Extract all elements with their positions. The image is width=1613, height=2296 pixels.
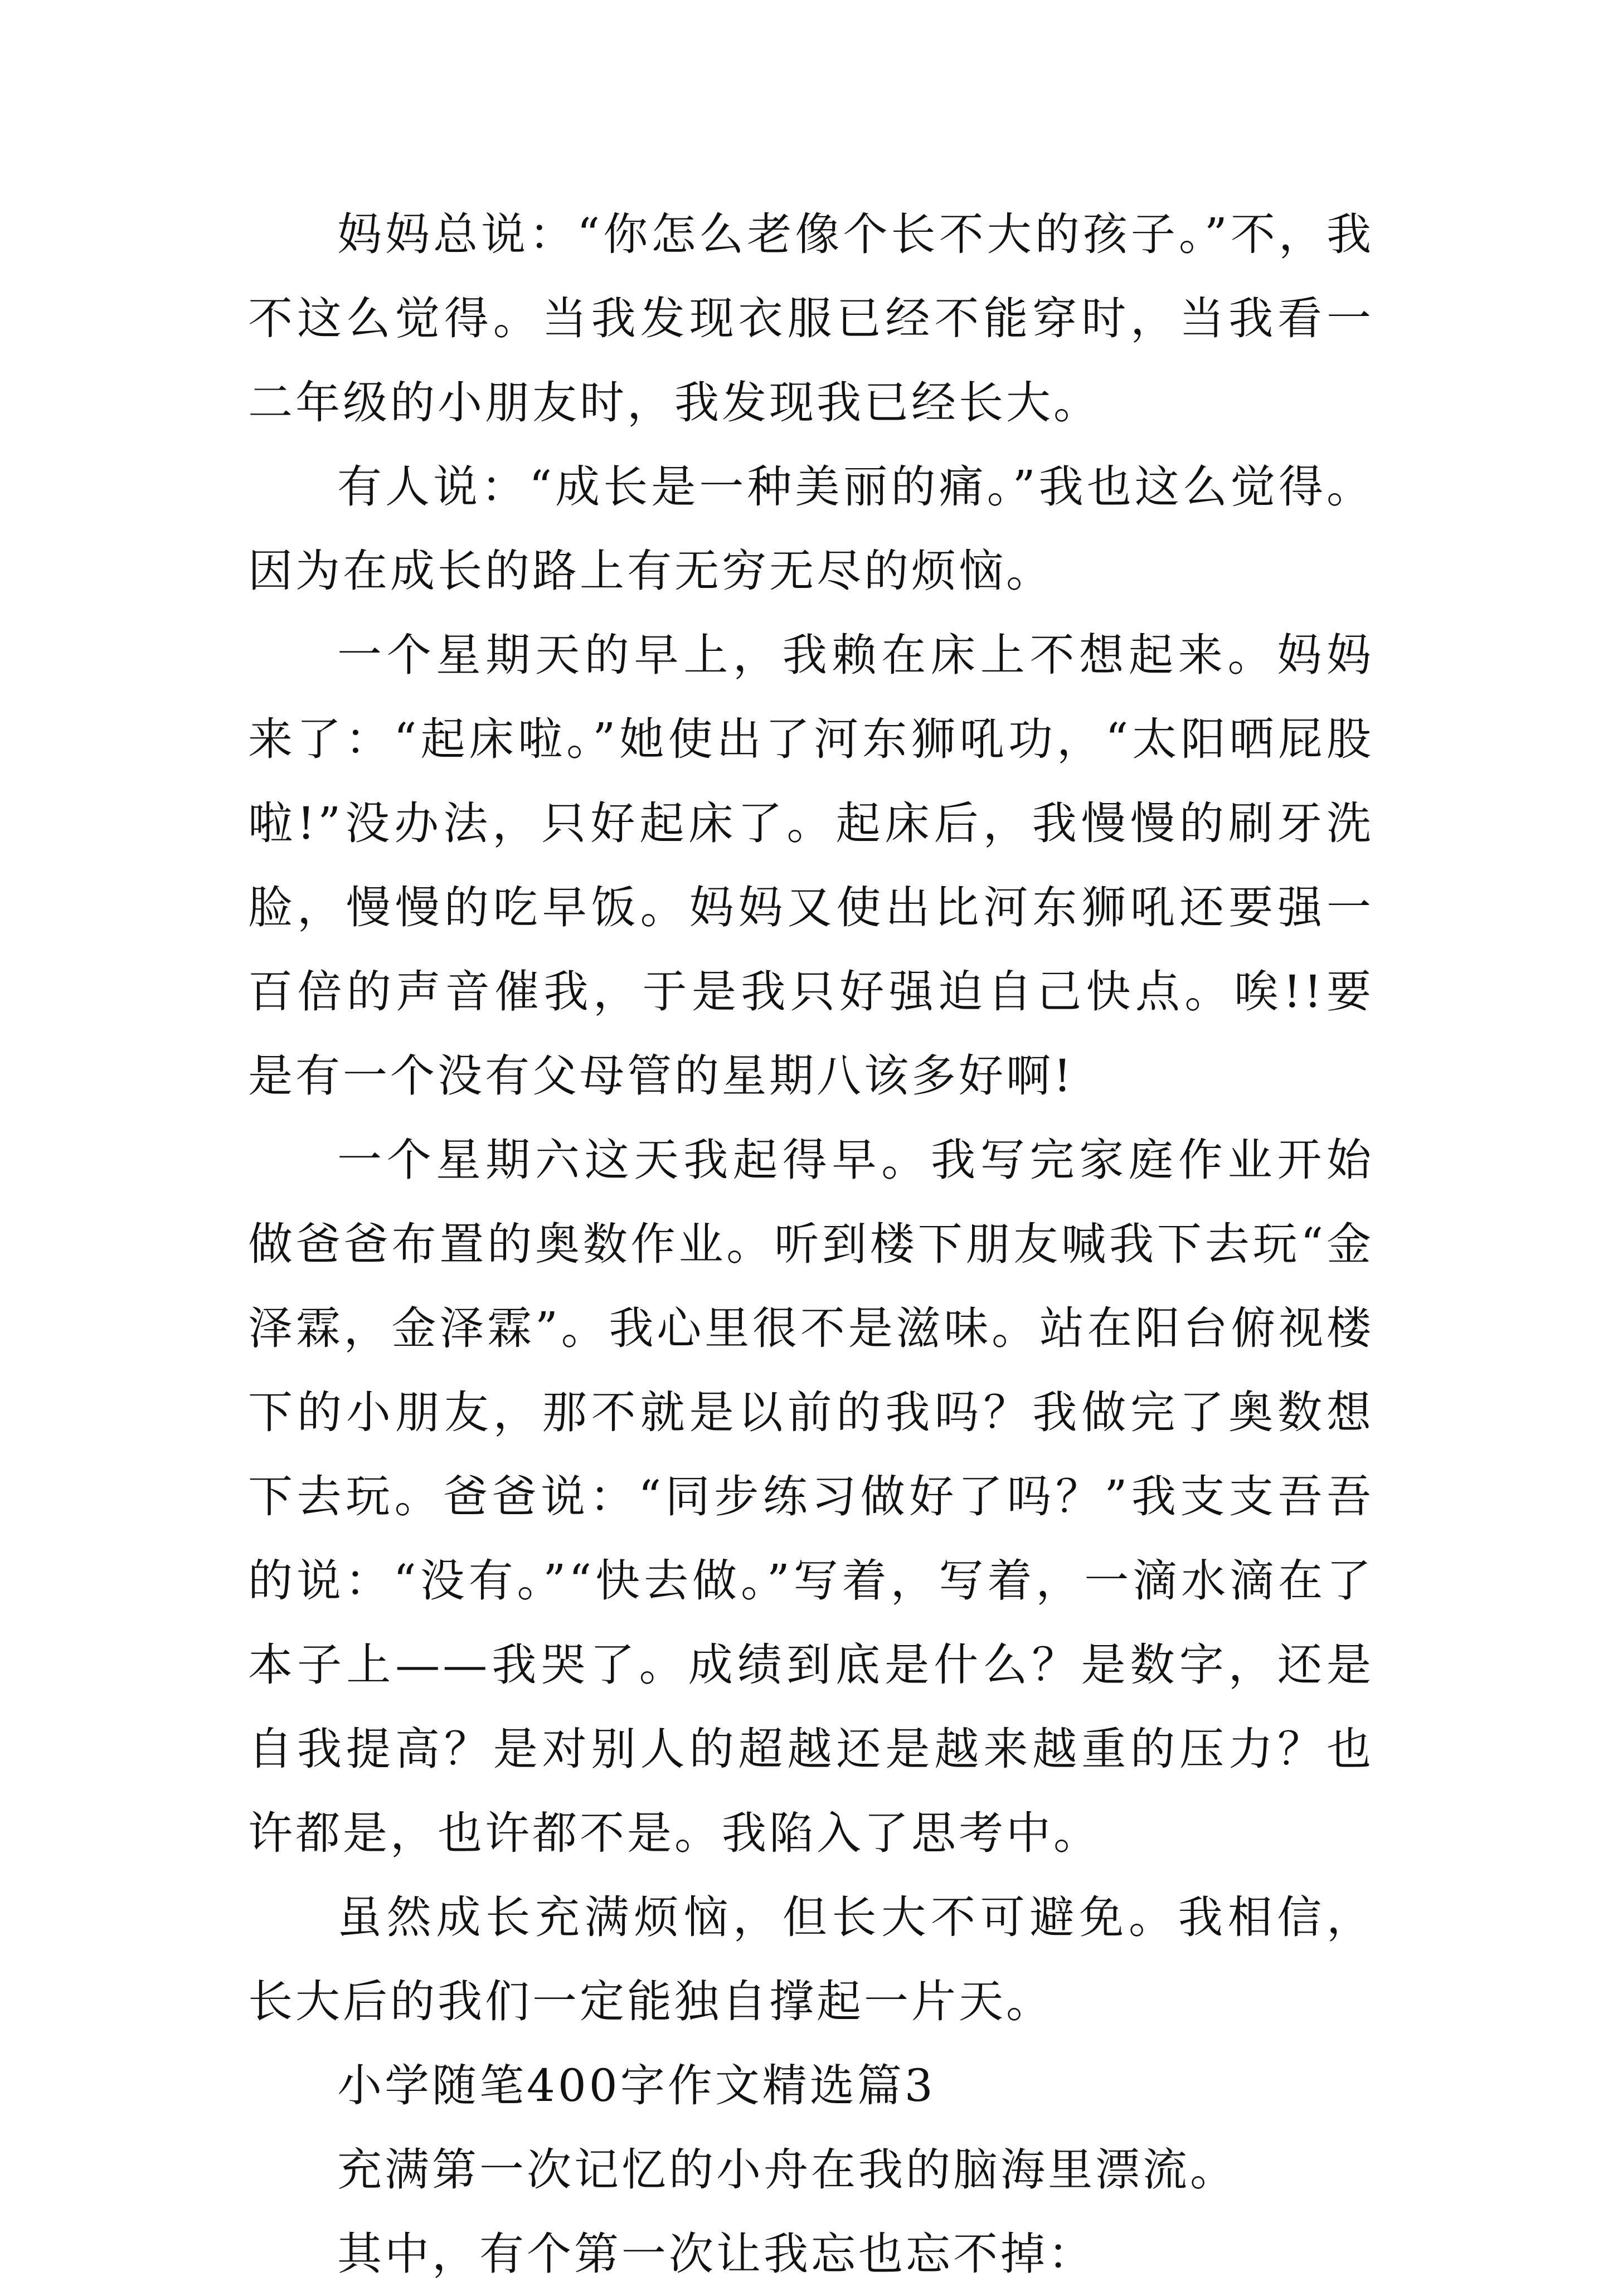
document-body xyxy=(248,192,1374,2296)
paragraph-beautiful-pain: 有人说：“成长是一种美丽的痛。”我也这么觉得。因为在成长的路上有无穷无尽的烦恼。 xyxy=(248,461,1374,597)
paragraph-sunday-morning: 一个星期天的早上，我赖在床上不想起来。妈妈来了：“起床啦。”她使出了河东狮吼功，“太阳晒屁股啦!”没办法，只好起床了。起床后，我慢慢的刷牙洗脸，慢慢的吃早饭。妈妈又使出比河东狮吼还要强一百倍的声音催我，于是我只好强迫自己快点。唉!!要是有一个没有父母管的星期八该多好啊! xyxy=(248,629,1374,1102)
paragraph-conclusion: 虽然成长充满烦恼，但长大不可避免。我相信，长大后的我们一定能独自撑起一片天。 xyxy=(248,1891,1374,2027)
paragraph-growing-up: 妈妈总说：“你怎么老像个长不大的孩子。”不，我不这么觉得。当我发现衣服已经不能穿时，当我看一二年级的小朋友时，我发现我已经长大。 xyxy=(248,208,1374,429)
paragraph-first-time-memory: 充满第一次记忆的小舟在我的脑海里漂流。 xyxy=(337,2144,1237,2196)
paragraph-saturday-homework: 一个星期六这天我起得早。我写完家庭作业开始做爸爸布置的奥数作业。听到楼下朋友喊我下去玩“金泽霖，金泽霖”。我心里很不是滋味。站在阳台俯视楼下的小朋友，那不就是以前的我吗？我做完了奥数想下去玩。爸爸说：“同步练习做好了吗？”我支支吾吾的说：“没有。”“快去做。”写着，写着，一滴水滴在了本子上——我哭了。成绩到底是什么？是数字，还是自我提高？是对别人的超越还是越来越重的压力？也许都是，也许都不是。我陷入了思考中。 xyxy=(248,1134,1374,1859)
paragraph-unforgettable: 其中，有个第一次让我忘也忘不掉： xyxy=(337,2228,1095,2280)
section-heading: 小学随笔400字作文精选篇3 xyxy=(337,2060,936,2112)
